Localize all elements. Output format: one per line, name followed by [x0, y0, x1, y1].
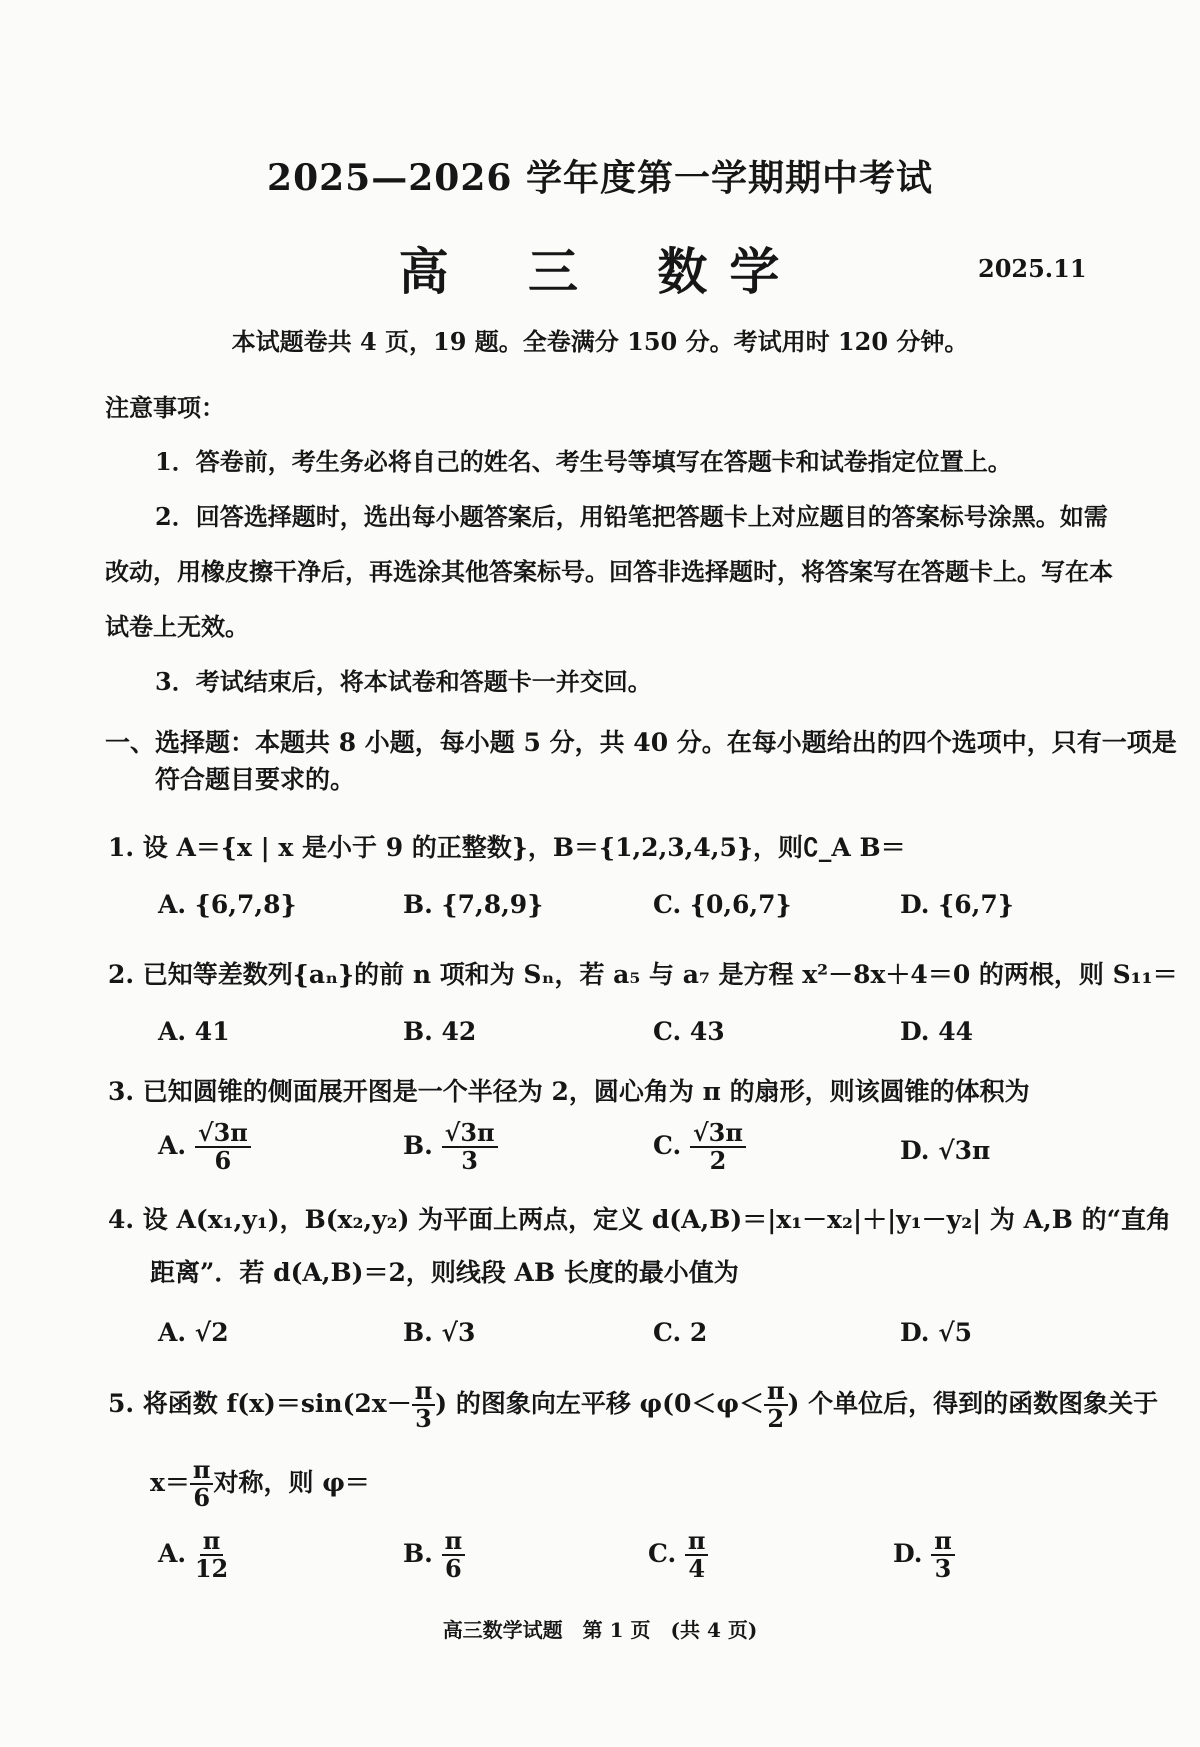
- question-4-stem-line-2: 距离”．若 d(A,B)＝2，则线段 AB 长度的最小值为: [150, 1258, 739, 1287]
- fraction: $\frac{√3\pi}{3}$: [442, 1120, 498, 1175]
- page-footer: 高三数学试题 第 1 页 (共 4 页): [442, 1618, 758, 1642]
- question-2-option-b: B. 42: [403, 1017, 477, 1046]
- question-5-option-a: A. $\frac{\pi}{12}$: [158, 1526, 229, 1584]
- question-3-option-a: A. $\frac{√3\pi}{6}$: [158, 1120, 251, 1175]
- question-5-option-c: C. $\frac{\pi}{4}$: [648, 1528, 708, 1583]
- question-5-option-d: D. $\frac{\pi}{3}$: [893, 1528, 955, 1583]
- question-4-option-c: C. 2: [653, 1318, 708, 1347]
- fraction: $\frac{\pi}{2}$: [764, 1378, 788, 1433]
- exam-date: 2025.11: [978, 254, 1087, 283]
- notice-item-2-line-3: 试卷上无效。: [105, 612, 249, 641]
- question-4-option-b: B. √3: [403, 1318, 476, 1347]
- notice-heading: 注意事项：: [105, 393, 225, 422]
- fraction: $\frac{\pi}{4}$: [685, 1528, 709, 1583]
- question-4-option-d: D. √5: [900, 1318, 973, 1347]
- question-1-option-b: B. {7,8,9}: [403, 890, 544, 919]
- question-1-option-d: D. {6,7}: [900, 890, 1014, 919]
- fraction: $\frac{\pi}{6}$: [442, 1528, 466, 1583]
- section-heading-line-2: 符合题目要求的。: [155, 765, 356, 794]
- question-3-stem: 3. 已知圆锥的侧面展开图是一个半径为 2，圆心角为 π 的扇形，则该圆锥的体积为: [108, 1077, 1030, 1106]
- question-1-option-a: A. {6,7,8}: [158, 890, 297, 919]
- exam-title: 2025—2026 学年度第一学期期中考试: [267, 157, 933, 199]
- fraction: $\frac{\pi}{6}$: [190, 1457, 214, 1512]
- subject-title: 高 三 数学: [398, 242, 802, 301]
- question-2-option-a: A. 41: [158, 1017, 230, 1046]
- section-heading-line-1: 一、选择题：本题共 8 小题，每小题 5 分，共 40 分。在每小题给出的四个选项中，只有一项是: [105, 728, 1177, 757]
- question-5-stem-line-2: x＝ $\frac{\pi}{6}$ 对称，则 φ＝: [150, 1455, 370, 1513]
- exam-info: 本试题卷共 4 页，19 题。全卷满分 150 分。考试用时 120 分钟。: [231, 327, 969, 356]
- question-4-stem-line-1: 4. 设 A(x₁,y₁)，B(x₂,y₂) 为平面上两点，定义 d(A,B)＝|x₁－x₂|＋|y₁－y₂| 为 A,B 的“直角: [108, 1205, 1171, 1234]
- fraction: $\frac{√3\pi}{2}$: [690, 1120, 746, 1175]
- question-5-stem-line-1: 5. 将函数 f(x)＝sin(2x－ $\frac{\pi}{3}$ ) 的图象向左平移 φ(0＜φ＜ $\frac{\pi}{2}$ ) 个单位后，得到的函数图象关于: [108, 1376, 1159, 1434]
- question-1-stem: 1. 设 A＝{x | x 是小于 9 的正整数}，B＝{1,2,3,4,5}，则∁_A B＝: [108, 833, 906, 862]
- question-3-option-c: C. $\frac{√3\pi}{2}$: [653, 1120, 746, 1175]
- fraction: $\frac{\pi}{3}$: [931, 1528, 955, 1583]
- fraction: $\frac{\pi}{12}$: [194, 1526, 229, 1584]
- fraction: $\frac{\pi}{3}$: [412, 1378, 436, 1433]
- fraction: $\frac{√3\pi}{6}$: [195, 1120, 251, 1175]
- question-4-option-a: A. √2: [158, 1318, 229, 1347]
- question-1-option-c: C. {0,6,7}: [653, 890, 792, 919]
- notice-item-1: 1．答卷前，考生务必将自己的姓名、考生号等填写在答题卡和试卷指定位置上。: [155, 447, 1012, 476]
- notice-item-3: 3．考试结束后，将本试卷和答题卡一并交回。: [155, 667, 652, 696]
- question-3-option-d: D. √3π: [900, 1136, 991, 1165]
- notice-item-2-line-2: 改动，用橡皮擦干净后，再选涂其他答案标号。回答非选择题时，将答案写在答题卡上。写在本: [105, 557, 1113, 586]
- notice-item-2-line-1: 2．回答选择题时，选出每小题答案后，用铅笔把答题卡上对应题目的答案标号涂黑。如需: [155, 502, 1108, 531]
- question-2-stem: 2. 已知等差数列{aₙ}的前 n 项和为 Sₙ，若 a₅ 与 a₇ 是方程 x²－8x＋4＝0 的两根，则 S₁₁＝: [108, 960, 1178, 989]
- question-3-option-b: B. $\frac{√3\pi}{3}$: [403, 1120, 498, 1175]
- question-2-option-c: C. 43: [653, 1017, 725, 1046]
- question-5-option-b: B. $\frac{\pi}{6}$: [403, 1528, 465, 1583]
- question-2-option-d: D. 44: [900, 1017, 973, 1046]
